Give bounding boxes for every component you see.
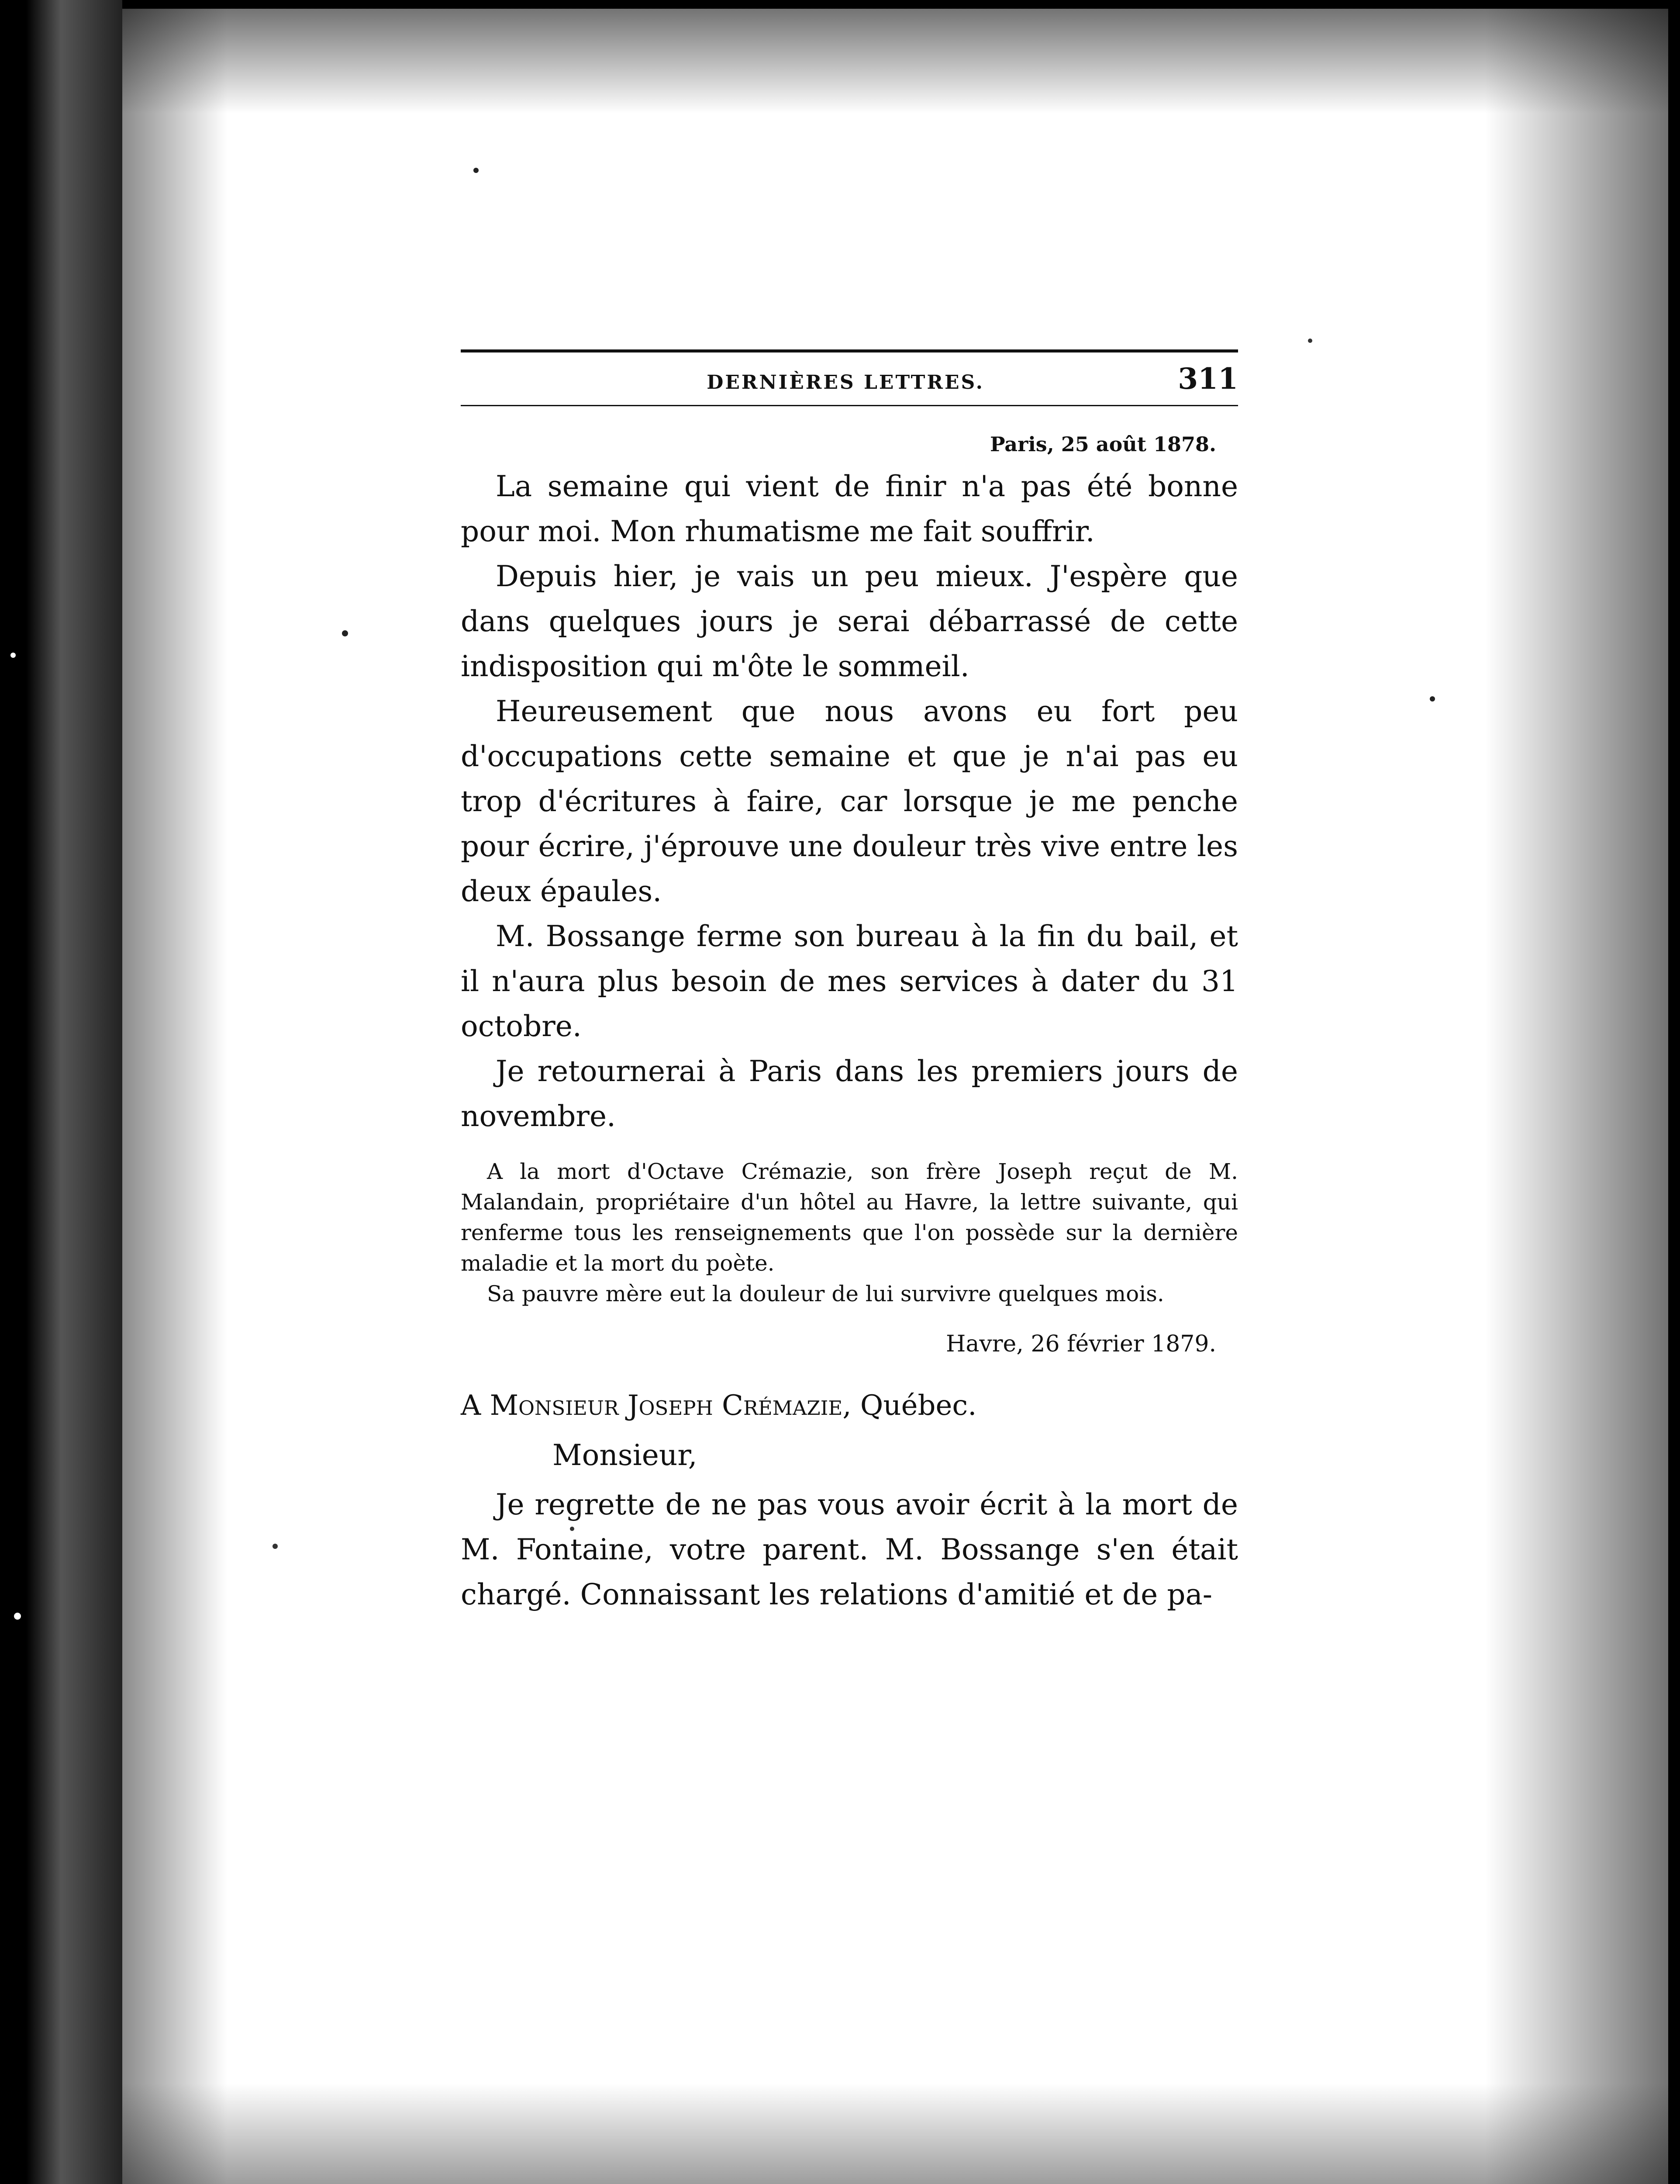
dateline: Paris, 25 août 1878.: [990, 432, 1216, 456]
page-number: 311: [1178, 362, 1238, 396]
paragraph: Depuis hier, je vais un peu mieux. J'espère que dans quelques jours je serai débarrassé de cette indisposition qui m'ôte le sommeil.: [461, 560, 1238, 683]
paragraph: M. Bossange ferme son bureau à la fin du bail, et il n'aura plus besoin de mes services à dater du 31 octobre.: [461, 919, 1238, 1043]
salutation: Monsieur,: [552, 1438, 697, 1472]
paragraph: Heureusement que nous avons eu fort peu d'occupations cette semaine et que je n'ai pas eu trop d'écritures à faire, car lorsque je me penche pour écrire, j'éprouve une douleur très vive entre les deux épaules.: [461, 695, 1238, 908]
paragraph: Je retournerai à Paris dans les premiers jours de novembre.: [461, 1054, 1238, 1133]
addressee-prefix: A: [461, 1389, 490, 1422]
note-paragraph: Sa pauvre mère eut la douleur de lui survivre quelques mois.: [487, 1281, 1164, 1306]
paragraph: La semaine qui vient de finir n'a pas été bonne pour moi. Mon rhumatisme me fait souffrir.: [461, 470, 1238, 548]
dateline: Havre, 26 février 1879.: [945, 1331, 1216, 1357]
paragraph: Je regrette de ne pas vous avoir écrit à la mort de M. Fontaine, votre parent. M. Bossange s'en était chargé. Connaissant les relations d'amitié et de pa-: [461, 1488, 1238, 1611]
running-head: DERNIÈRES LETTRES.: [707, 371, 985, 394]
note-paragraph: A la mort d'Octave Crémazie, son frère Joseph reçut de M. Malandain, propriétaire d'un hôtel au Havre, la lettre suivante, qui renferme tous les renseignements que l'on possède sur la dernière maladie et la mort du poète.: [461, 1159, 1238, 1276]
addressee-place: , Québec.: [842, 1389, 977, 1422]
addressee-name: Monsieur Joseph Crémazie: [490, 1389, 843, 1422]
